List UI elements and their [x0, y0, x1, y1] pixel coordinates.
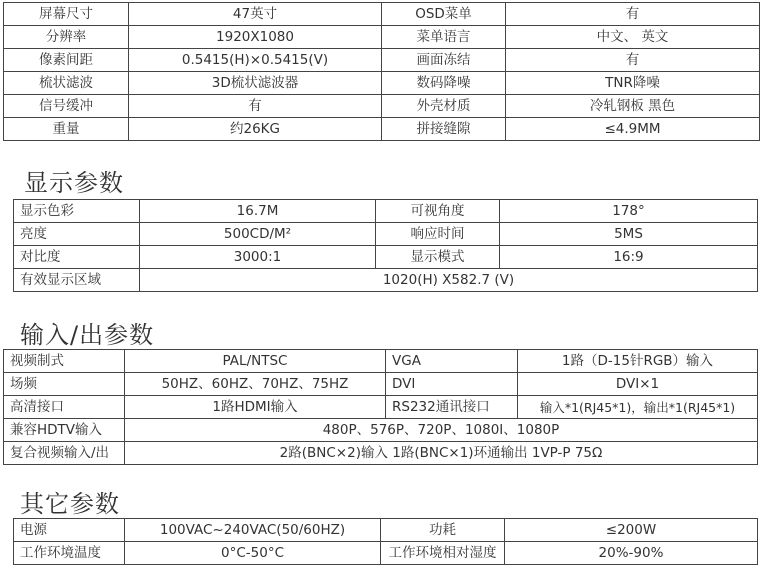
value-cell: 中文、 英文: [506, 26, 760, 49]
label-cell: 拼接缝隙: [382, 118, 506, 141]
table-row: [4, 373, 758, 396]
label-cell: RS232通讯接口: [386, 396, 518, 419]
spec-table-other: [13, 518, 758, 565]
table-row: [4, 26, 760, 49]
value-cell: 0.5415(H)×0.5415(V): [129, 49, 382, 72]
value-cell: 47英寸: [129, 3, 382, 26]
value-cell: 16.7M: [140, 200, 376, 223]
table-row: [4, 95, 760, 118]
table-row: [14, 246, 758, 269]
value-cell: 16:9: [500, 246, 758, 269]
label-cell: 响应时间: [376, 223, 500, 246]
spec-table-basic: [3, 2, 760, 141]
spec-table-display: [13, 199, 758, 292]
value-cell: 100VAC~240VAC(50/60HZ): [125, 519, 381, 542]
table-row: [14, 223, 758, 246]
value-cell: ≤4.9MM: [506, 118, 760, 141]
value-cell: 480P、576P、720P、1080I、1080P: [125, 419, 758, 442]
table-row: [4, 118, 760, 141]
value-cell: 1920X1080: [129, 26, 382, 49]
label-cell: 工作环境相对湿度: [381, 542, 505, 565]
label-cell: 视频制式: [4, 350, 125, 373]
value-cell: 1路HDMI输入: [125, 396, 386, 419]
spec-table-io: [3, 349, 758, 465]
label-cell: 电源: [14, 519, 125, 542]
label-cell: 兼容HDTV输入: [4, 419, 125, 442]
value-cell: 有: [506, 49, 760, 72]
label-cell: VGA: [386, 350, 518, 373]
table-row: [14, 519, 758, 542]
label-cell: 显示模式: [376, 246, 500, 269]
label-cell: 像素间距: [4, 49, 129, 72]
label-cell: 分辨率: [4, 26, 129, 49]
value-cell: 3D梳状滤波器: [129, 72, 382, 95]
table-row: [14, 269, 758, 292]
label-cell: 显示色彩: [14, 200, 140, 223]
label-cell: OSD菜单: [382, 3, 506, 26]
label-cell: DVI: [386, 373, 518, 396]
value-cell: TNR降噪: [506, 72, 760, 95]
value-cell: 1路（D-15针RGB）输入: [518, 350, 758, 373]
value-cell: 输入*1(RJ45*1)，输出*1(RJ45*1): [518, 396, 758, 419]
value-cell: 冷轧钢板 黑色: [506, 95, 760, 118]
value-cell: ≤200W: [505, 519, 758, 542]
value-cell: 5MS: [500, 223, 758, 246]
value-cell: 约26KG: [129, 118, 382, 141]
section-title-other: 其它参数: [20, 490, 120, 518]
label-cell: 画面冻结: [382, 49, 506, 72]
table-row: [14, 542, 758, 565]
label-cell: 亮度: [14, 223, 140, 246]
label-cell: 功耗: [381, 519, 505, 542]
label-cell: 复合视频输入/出: [4, 442, 125, 465]
table-row: [4, 396, 758, 419]
label-cell: 重量: [4, 118, 129, 141]
section-title-io: 输入/出参数: [20, 321, 155, 349]
value-cell: 50HZ、60HZ、70HZ、75HZ: [125, 373, 386, 396]
value-cell: 3000:1: [140, 246, 376, 269]
label-cell: 梳状滤波: [4, 72, 129, 95]
label-cell: 工作环境温度: [14, 542, 125, 565]
label-cell: 对比度: [14, 246, 140, 269]
value-cell: DVI×1: [518, 373, 758, 396]
value-cell: 1020(H) X582.7 (V): [140, 269, 758, 292]
section-title-display: 显示参数: [24, 169, 124, 197]
table-row: [4, 3, 760, 26]
label-cell: 场频: [4, 373, 125, 396]
table-row: [4, 72, 760, 95]
table-row: [4, 49, 760, 72]
value-cell: 有: [506, 3, 760, 26]
value-cell: 20%-90%: [505, 542, 758, 565]
value-cell: 有: [129, 95, 382, 118]
label-cell: 可视角度: [376, 200, 500, 223]
label-cell: 外壳材质: [382, 95, 506, 118]
value-cell: 0°C-50°C: [125, 542, 381, 565]
value-cell: PAL/NTSC: [125, 350, 386, 373]
label-cell: 屏幕尺寸: [4, 3, 129, 26]
table-row: [14, 200, 758, 223]
value-cell: 500CD/M²: [140, 223, 376, 246]
label-cell: 数码降噪: [382, 72, 506, 95]
value-cell: 178°: [500, 200, 758, 223]
table-row: [4, 419, 758, 442]
table-row: [4, 442, 758, 465]
value-cell: 2路(BNC×2)输入 1路(BNC×1)环通输出 1VP-P 75Ω: [125, 442, 758, 465]
label-cell: 信号缓冲: [4, 95, 129, 118]
label-cell: 菜单语言: [382, 26, 506, 49]
label-cell: 高清接口: [4, 396, 125, 419]
table-row: [4, 350, 758, 373]
label-cell: 有效显示区域: [14, 269, 140, 292]
